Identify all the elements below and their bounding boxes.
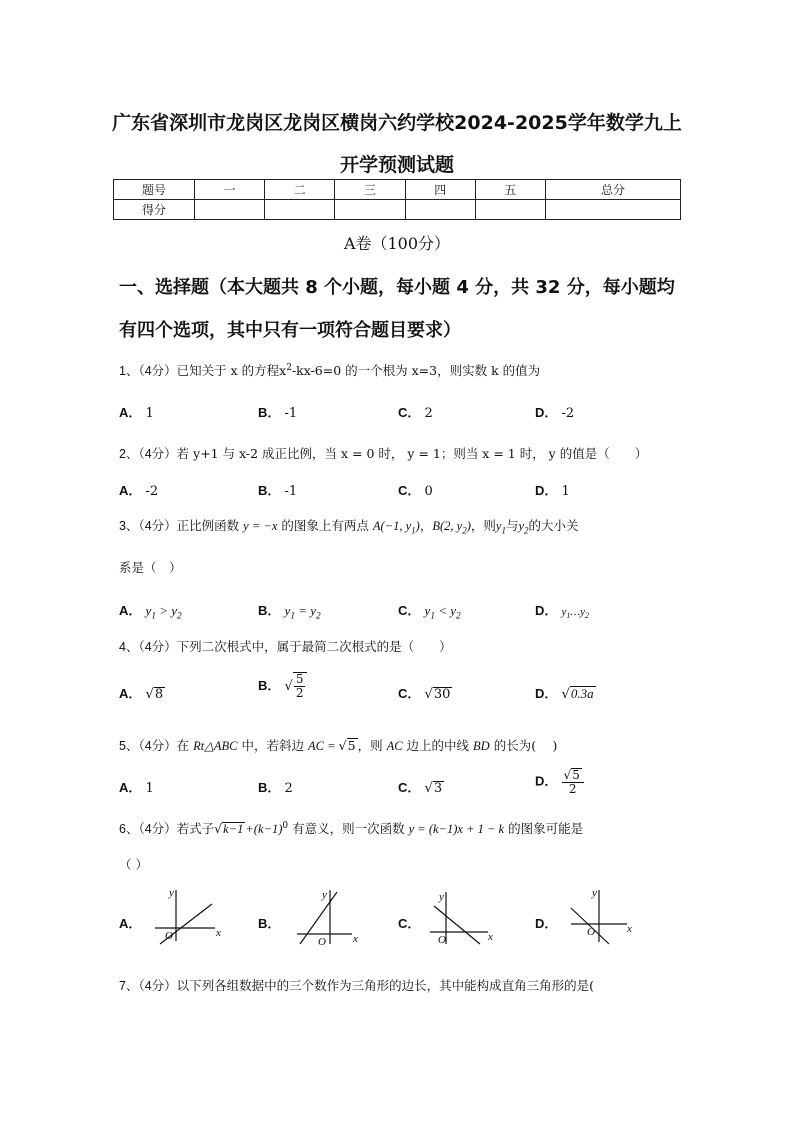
q1-option-c[interactable]	[398, 402, 433, 421]
score-table-score-row	[114, 200, 681, 220]
q1-option-a[interactable]	[119, 402, 154, 421]
question-4	[119, 637, 452, 655]
math-function: y = (k−1)x + 1 − k	[408, 822, 505, 836]
score-table	[113, 179, 681, 220]
part1-heading-line1: 一、选择题（本大题共 8 个小题，每小题 4 分，共 32 分，每小题均	[119, 277, 675, 298]
question-text: 在	[176, 738, 190, 753]
score-cell[interactable]	[546, 200, 681, 220]
q3-option-d[interactable]	[535, 600, 589, 620]
option-text: 1	[145, 781, 154, 796]
exponent: 0	[282, 820, 289, 831]
paren: )	[415, 519, 420, 533]
q5-option-d[interactable]	[535, 768, 584, 796]
question-text: 的图象上有两点	[281, 518, 369, 533]
q5-option-c[interactable]: C． √3	[398, 780, 443, 796]
option-label: A．	[119, 686, 142, 701]
origin-label: O	[165, 930, 173, 942]
section-a-heading: A卷（100分）	[343, 234, 451, 253]
math-point	[372, 519, 420, 536]
q5-option-b[interactable]	[258, 777, 293, 796]
option-text: -2	[145, 484, 159, 499]
math-function: y = −x	[243, 519, 278, 533]
score-table-header: 一	[195, 180, 265, 200]
question-1	[119, 361, 540, 379]
q4-option-d[interactable]: D． √0.3a	[535, 686, 594, 702]
q4-option-b[interactable]: B． √ $\frac{5}{2}$	[258, 672, 307, 700]
q6-graph-b	[292, 884, 367, 946]
q6-option-c[interactable]	[398, 913, 420, 932]
q6-option-d[interactable]	[535, 913, 557, 932]
option-label: B．	[258, 483, 281, 498]
denominator: 2	[295, 686, 304, 701]
math-var: $y_1$	[495, 519, 506, 536]
option-label: B．	[258, 916, 281, 931]
option-label: C．	[398, 916, 421, 931]
question-7	[119, 976, 594, 994]
separator: ，	[419, 518, 433, 533]
origin-label: O	[318, 936, 326, 948]
question-5: 5、（4分）在 Rt△ABC 中，若斜边 AC = √5 ，则 AC 边上的中线 BD 的长为( )	[119, 738, 558, 753]
question-text: ，则	[470, 518, 496, 533]
axis-x-label: x	[216, 927, 221, 939]
math-var: $y_2$	[518, 519, 529, 536]
score-table-header: 总分	[546, 180, 681, 200]
q6-graph-a	[150, 886, 225, 946]
option-math: $y_1 < y_2$	[424, 603, 461, 622]
score-table-header: 题号	[114, 180, 195, 200]
option-label: B．	[258, 780, 281, 795]
question-6-cont: （ ）	[119, 857, 148, 872]
option-label: C．	[398, 483, 421, 498]
option-label: A．	[119, 916, 142, 931]
option-label: D．	[535, 916, 558, 931]
option-label: B．	[258, 678, 281, 694]
question-2	[119, 444, 647, 462]
question-3	[119, 516, 579, 536]
option-label: D．	[535, 405, 558, 420]
exam-title-line2: 开学预测试题	[339, 154, 454, 176]
option-label: D．	[535, 773, 558, 789]
part1-heading-line2: 有四个选项，其中只有一项符合题目要求）	[119, 320, 461, 341]
question-text: 的大小关	[528, 518, 579, 533]
q6-graph-c	[428, 886, 503, 946]
option-label: B．	[258, 405, 281, 420]
score-table-header: 四	[405, 180, 475, 200]
option-label: C．	[398, 603, 421, 618]
question-text: 有意义，则一次函数	[292, 821, 405, 836]
numerator: 5	[295, 672, 304, 686]
q6-option-a[interactable]	[119, 913, 141, 932]
point-b: B(2, y	[432, 519, 463, 533]
radicand: 30	[433, 687, 451, 702]
option-label: C．	[398, 686, 421, 701]
denominator: 2	[568, 782, 577, 797]
radicand: 0.3a	[570, 686, 594, 701]
origin-label: O	[438, 934, 446, 946]
subscript: 2	[462, 525, 467, 536]
question-text: 正比例函数	[176, 518, 240, 533]
q1-option-d[interactable]	[535, 402, 574, 421]
point-a: A(−1, y	[372, 519, 412, 533]
question-text: 以下列各组数据中的三个数作为三角形的边长，其中能构成直角三角形的是(	[176, 978, 595, 993]
q2-option-c[interactable]	[398, 480, 433, 499]
score-row-label: 得分	[114, 200, 195, 220]
question-number: 1、（4分）	[119, 364, 177, 378]
math-median: BD	[473, 739, 490, 753]
option-label: D．	[535, 483, 558, 498]
option-label: D．	[535, 603, 558, 618]
score-table-header: 三	[335, 180, 405, 200]
option-label: A．	[119, 780, 142, 795]
origin-label: O	[587, 926, 595, 938]
question-text: 与	[505, 518, 519, 533]
question-text: ，则	[357, 738, 383, 753]
option-math: $y_1 > y_2$	[145, 603, 182, 622]
question-text: 已知关于 x 的方程x	[176, 363, 287, 378]
option-label: D．	[535, 686, 558, 701]
numerator: √5	[562, 768, 584, 783]
question-6: 6、（4分）若式子$√k-1 +(k-1)^0$ 有意义，则一次函数 y = (k−1)x + 1 − k 的图象可能是	[119, 820, 584, 836]
question-text: 若 y+1 与 x-2 成正比例，当 x = 0 时， y = 1；则当 x = 1 时， y 的值是（ ）	[176, 446, 648, 461]
option-text: -1	[284, 484, 298, 499]
option-label: C．	[398, 780, 421, 795]
q3-option-b[interactable]	[258, 600, 321, 622]
q6-option-b[interactable]	[258, 913, 280, 932]
q3-option-a[interactable]	[119, 600, 182, 622]
axis-x-label: x	[627, 923, 632, 935]
paren: )	[466, 519, 471, 533]
score-cell[interactable]	[405, 200, 475, 220]
q6-graph-d	[565, 884, 640, 946]
q5-option-a[interactable]	[119, 777, 154, 796]
exam-title-line1: 广东省深圳市龙岗区龙岗区横岗六约学校2024-2025学年数学九上	[112, 112, 682, 134]
math-term: +(k−1)	[245, 822, 283, 836]
question-text: 的长为( )	[493, 738, 558, 753]
q4-option-c[interactable]: C． √30	[398, 686, 451, 702]
option-text: 2	[424, 406, 433, 421]
fraction	[562, 768, 584, 796]
axis-y-label: y	[169, 887, 174, 899]
axis-x-label: x	[353, 933, 358, 945]
radicand: 3	[433, 781, 443, 796]
question-3-cont: 系是（ ）	[119, 560, 182, 575]
score-cell[interactable]	[475, 200, 545, 220]
radicand: k−1	[223, 822, 244, 836]
math-side: AC =	[307, 739, 339, 753]
question-text: 中，若斜边	[241, 738, 304, 753]
option-label: C．	[398, 405, 421, 420]
option-text: 1	[145, 406, 154, 421]
radicand	[293, 672, 308, 700]
score-cell[interactable]	[195, 200, 265, 220]
score-table-header-row	[114, 180, 681, 200]
q2-option-a[interactable]	[119, 480, 158, 499]
math-triangle: Rt△ABC	[193, 739, 238, 753]
option-label: A．	[119, 405, 142, 420]
question-text: 的图象可能是	[508, 821, 584, 836]
question-number: 7、（4分）	[119, 979, 177, 993]
q3-option-c[interactable]	[398, 600, 461, 622]
q2-option-d[interactable]	[535, 480, 570, 499]
option-text: 1	[561, 484, 570, 499]
radicand: 8	[154, 687, 164, 702]
score-cell[interactable]	[265, 200, 335, 220]
math-point	[432, 519, 471, 536]
option-text: -2	[561, 406, 575, 421]
option-math: $y_1\dots y_2$	[561, 606, 589, 621]
option-label: A．	[119, 483, 142, 498]
axis-y-label: y	[322, 889, 327, 901]
question-text: 下列二次根式中，属于最简二次根式的是（ ）	[176, 639, 452, 654]
q4-option-a[interactable]: A． √8	[119, 686, 164, 702]
axis-x-label: x	[488, 931, 493, 943]
score-cell[interactable]	[335, 200, 405, 220]
question-number: 2、（4分）	[119, 447, 177, 461]
option-math: $y_1 = y_2$	[284, 603, 321, 622]
exponent: 2	[286, 362, 292, 373]
question-number: 3、（4分）	[119, 519, 177, 533]
q1-option-b[interactable]	[258, 402, 297, 421]
option-text: -1	[284, 406, 298, 421]
question-number: 4、（4分）	[119, 640, 177, 654]
question-text: -kx-6=0 的一个根为 x=3，则实数 k 的值为	[291, 363, 541, 378]
question-text: 若式子	[176, 821, 215, 836]
option-text: 0	[424, 484, 433, 499]
subscript: 1	[411, 525, 416, 536]
score-table-header: 二	[265, 180, 335, 200]
question-number: 6、（4分）	[119, 822, 177, 836]
question-number: 5、（4分）	[119, 739, 177, 753]
radicand: 5	[347, 738, 356, 753]
q2-option-b[interactable]	[258, 480, 297, 499]
math-side: AC	[386, 739, 403, 753]
axis-y-label: y	[439, 891, 444, 903]
score-table-header: 五	[475, 180, 545, 200]
option-label: B．	[258, 603, 281, 618]
question-text: 边上的中线	[406, 738, 470, 753]
option-text: 2	[284, 781, 293, 796]
axis-y-label: y	[592, 887, 597, 899]
option-label: A．	[119, 603, 142, 618]
